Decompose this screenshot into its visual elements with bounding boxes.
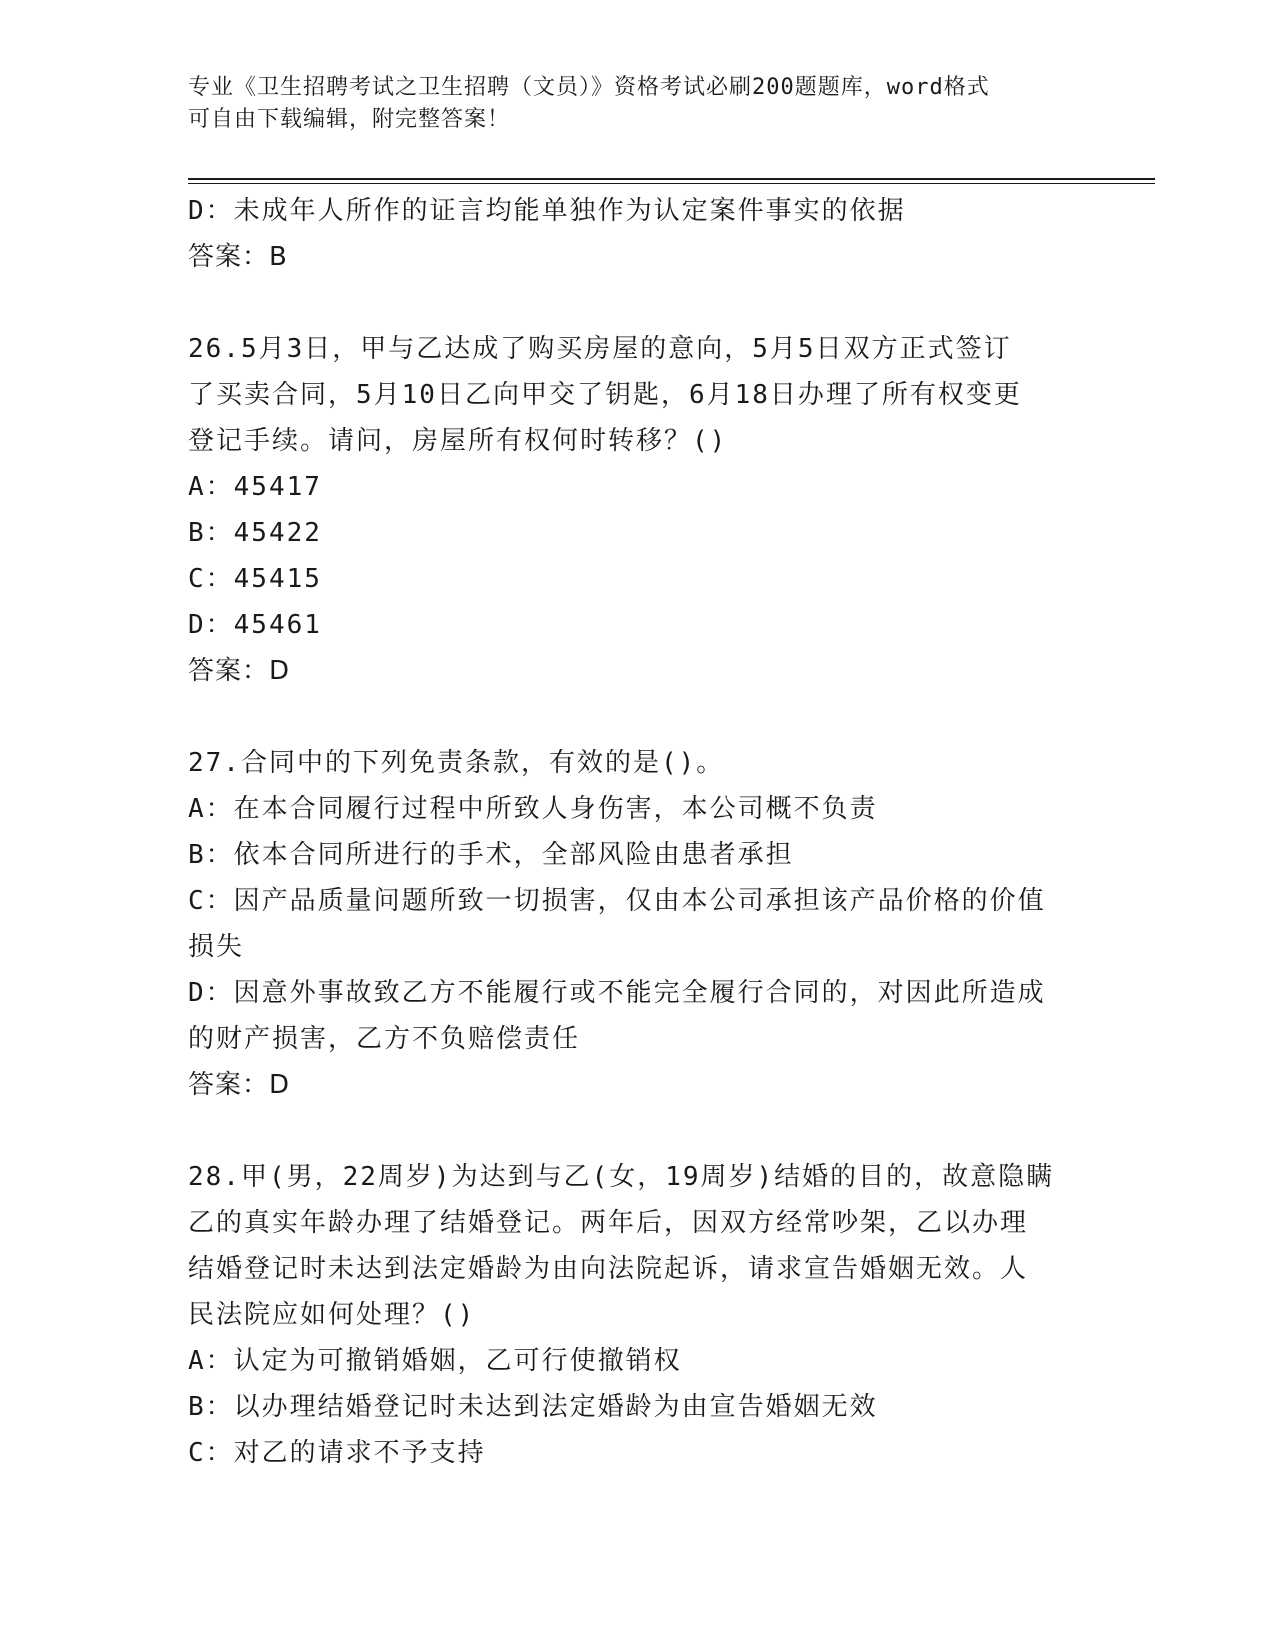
q26-option-a: A：45417 bbox=[188, 472, 322, 502]
q26-option-c: C：45415 bbox=[188, 564, 322, 594]
q27-stem: 27.合同中的下列免责条款，有效的是()。 bbox=[188, 748, 725, 778]
header-line-1: 专业《卫生招聘考试之卫生招聘（文员）》资格考试必刷200题题库，word格式 bbox=[188, 75, 990, 100]
q28-stem-line-1: 28.甲(男，22周岁)为达到与乙(女，19周岁)结婚的目的，故意隐瞒 bbox=[188, 1162, 1055, 1192]
question-list bbox=[188, 188, 1088, 1476]
q28-option-a: A：认定为可撤销婚姻，乙可行使撤销权 bbox=[188, 1346, 682, 1376]
document-header bbox=[188, 72, 1068, 136]
q27-option-c-line-1: C：因产品质量问题所致一切损害，仅由本公司承担该产品价格的价值 bbox=[188, 886, 1046, 916]
q26-option-d: D：45461 bbox=[188, 610, 322, 640]
q28-option-b: B：以办理结婚登记时未达到法定婚龄为由宣告婚姻无效 bbox=[188, 1392, 878, 1422]
header-divider-thin bbox=[188, 183, 1155, 184]
q25-answer: 答案：B bbox=[188, 242, 288, 272]
q27-option-d-line-2: 的财产损害，乙方不负赔偿责任 bbox=[188, 1024, 581, 1054]
spacer bbox=[188, 280, 1088, 326]
q28-stem-line-4: 民法院应如何处理？() bbox=[188, 1300, 476, 1330]
q26-option-b: B：45422 bbox=[188, 518, 322, 548]
q27-option-b: B：依本合同所进行的手术，全部风险由患者承担 bbox=[188, 840, 794, 870]
q27-option-d-line-1: D：因意外事故致乙方不能履行或不能完全履行合同的，对因此所造成 bbox=[188, 978, 1046, 1008]
q26-answer: 答案：D bbox=[188, 656, 291, 686]
q26-stem-line-1: 26.5月3日，甲与乙达成了购买房屋的意向，5月5日双方正式签订 bbox=[188, 334, 1012, 364]
header-divider-thick bbox=[188, 178, 1155, 180]
q28-stem-line-2: 乙的真实年龄办理了结婚登记。两年后，因双方经常吵架，乙以办理 bbox=[188, 1208, 1029, 1238]
spacer bbox=[188, 694, 1088, 740]
q27-answer: 答案：D bbox=[188, 1070, 291, 1100]
q25-option-d: D：未成年人所作的证言均能单独作为认定案件事实的依据 bbox=[188, 196, 906, 226]
spacer bbox=[188, 1108, 1088, 1154]
q28-stem-line-3: 结婚登记时未达到法定婚龄为由向法院起诉，请求宣告婚姻无效。人 bbox=[188, 1254, 1029, 1284]
q28-option-c: C：对乙的请求不予支持 bbox=[188, 1438, 486, 1468]
q26-stem-line-2: 了买卖合同，5月10日乙向甲交了钥匙，6月18日办理了所有权变更 bbox=[188, 380, 1022, 410]
q27-option-c-line-2: 损失 bbox=[188, 932, 245, 962]
header-line-2: 可自由下载编辑，附完整答案！ bbox=[188, 107, 511, 132]
q27-option-a: A：在本合同履行过程中所致人身伤害，本公司概不负责 bbox=[188, 794, 878, 824]
q26-stem-line-3: 登记手续。请问，房屋所有权何时转移？() bbox=[188, 426, 728, 456]
